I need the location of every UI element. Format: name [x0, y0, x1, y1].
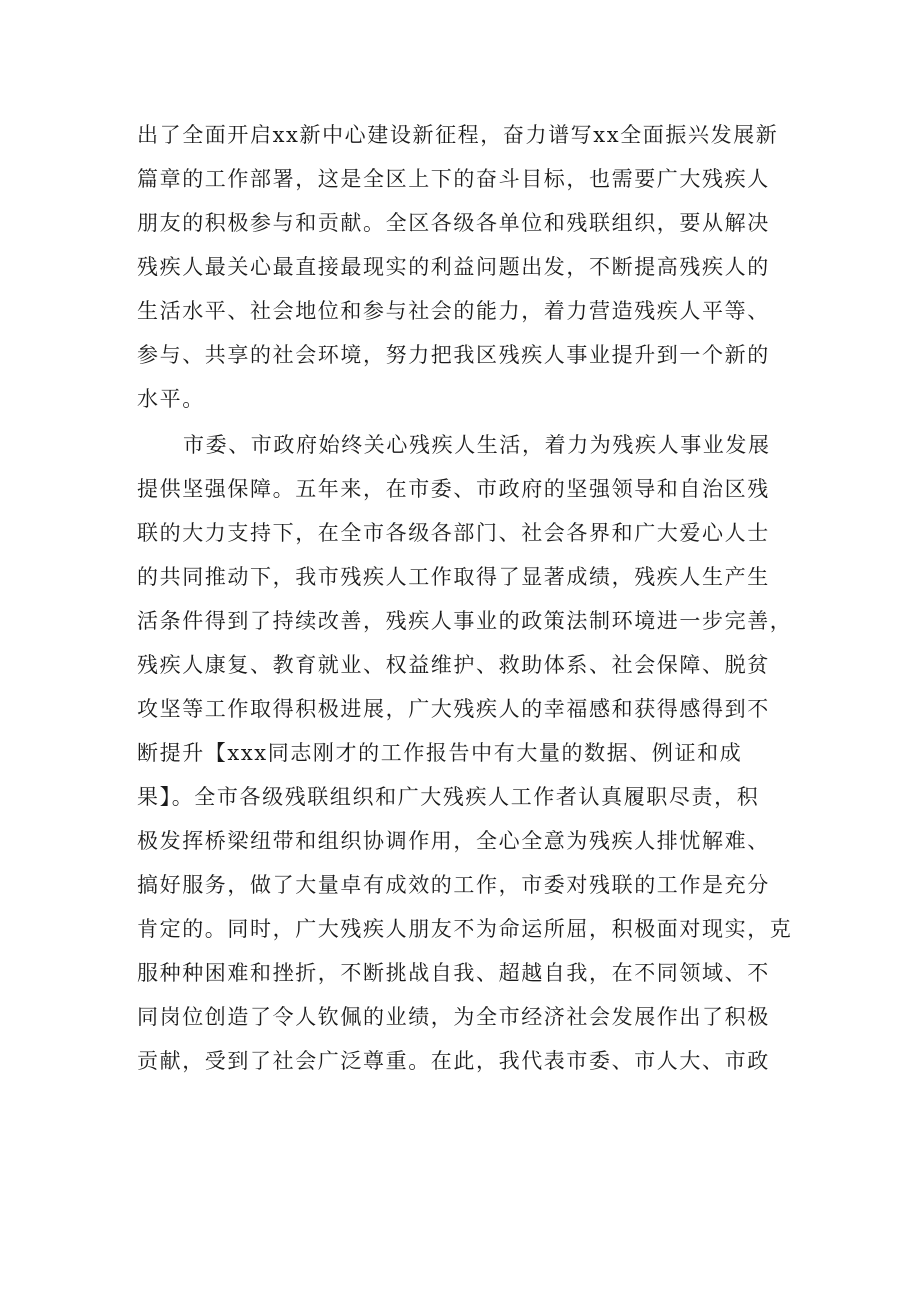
text-line: 提供坚强保障。五年来，在市委、市政府的坚强领导和自治区残: [137, 477, 770, 501]
text-line: 活条件得到了持续改善，残疾人事业的政策法制环境进一步完善，: [137, 609, 793, 633]
text-line: 朋友的积极参与和贡献。全区各级各单位和残联组织，要从解决: [137, 211, 770, 235]
text-line: 参与、共享的社会环境，努力把我区残疾人事业提升到一个新的: [137, 343, 770, 367]
text-line: 残疾人最关心最直接最现实的利益问题出发，不断提高残疾人的: [137, 255, 770, 279]
text-line: 出了全面开启xx新中心建设新征程，奋力谱写xx全面振兴发展新: [137, 123, 779, 147]
text-line: 服种种困难和挫折，不断挑战自我、超越自我，在不同领域、不: [137, 961, 770, 985]
text-line: 断提升【xxx同志刚才的工作报告中有大量的数据、例证和成: [137, 741, 743, 765]
text-line: 市委、市政府始终关心残疾人生活，着力为残疾人事业发展: [183, 433, 771, 457]
text-line: 水平。: [137, 387, 205, 411]
text-line: 贡献，受到了社会广泛尊重。在此，我代表市委、市人大、市政: [137, 1049, 770, 1073]
text-line: 篇章的工作部署，这是全区上下的奋斗目标，也需要广大残疾人: [137, 167, 770, 191]
text-line: 残疾人康复、教育就业、权益维护、救助体系、社会保障、脱贫: [137, 653, 770, 677]
text-line: 生活水平、社会地位和参与社会的能力，着力营造残疾人平等、: [137, 299, 770, 323]
text-line: 果】。全市各级残联组织和广大残疾人工作者认真履职尽责，积: [137, 785, 760, 809]
text-line: 极发挥桥梁纽带和组织协调作用，全心全意为残疾人排忧解难、: [137, 829, 770, 853]
text-line: 同岗位创造了令人钦佩的业绩，为全市经济社会发展作出了积极: [137, 1005, 770, 1029]
text-line: 搞好服务，做了大量卓有成效的工作，市委对残联的工作是充分: [137, 873, 770, 897]
text-line: 肯定的。同时，广大残疾人朋友不为命运所屈，积极面对现实，克: [137, 917, 793, 941]
text-line: 的共同推动下，我市残疾人工作取得了显著成绩，残疾人生产生: [137, 565, 770, 589]
text-line: 攻坚等工作取得积极进展，广大残疾人的幸福感和获得感得到不: [137, 697, 770, 721]
text-line: 联的大力支持下，在全市各级各部门、社会各界和广大爱心人士: [137, 521, 770, 545]
